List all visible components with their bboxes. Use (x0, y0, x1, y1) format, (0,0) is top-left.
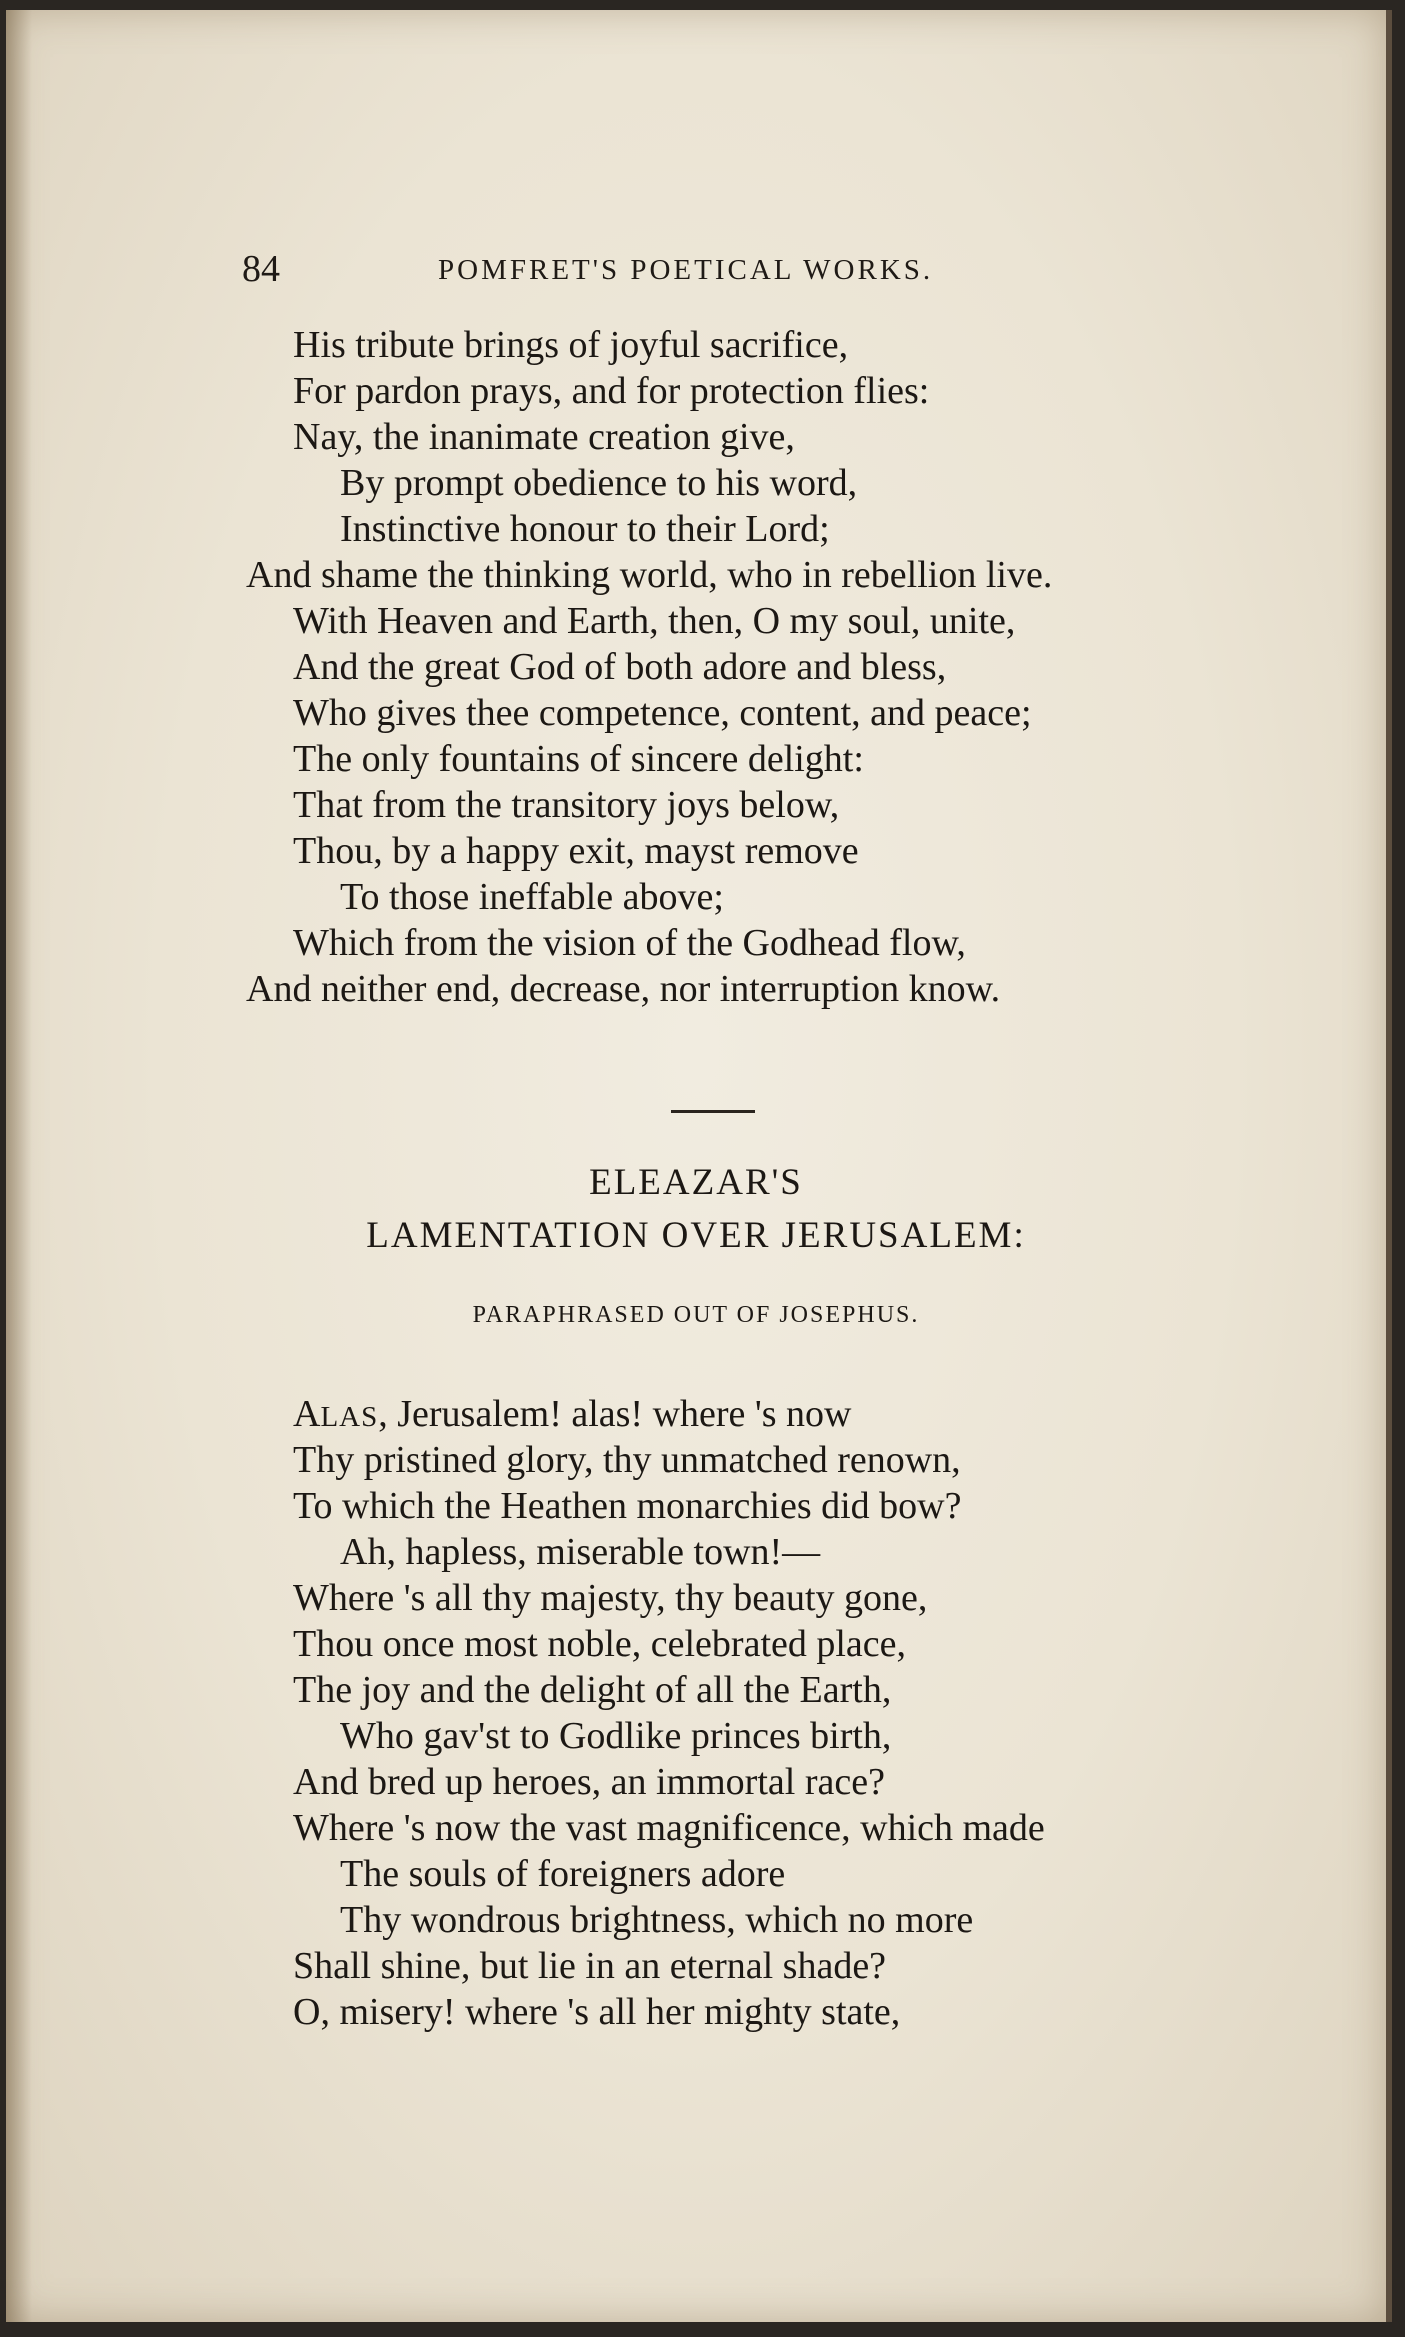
section-divider (671, 1110, 755, 1113)
poem-line: For pardon prays, and for protection flies: (293, 370, 930, 412)
page-number: 84 (242, 248, 280, 290)
poem-line: O, misery! where 's all her mighty state, (293, 1991, 901, 2033)
poem-line: And the great God of both adore and bless, (293, 646, 947, 688)
poem-line: Thou once most noble, celebrated place, (293, 1623, 907, 1665)
poem-line: Who gives thee competence, content, and peace; (293, 692, 1032, 734)
poem-line: Who gav'st to Godlike princes birth, (340, 1715, 892, 1757)
poem-line: With Heaven and Earth, then, O my soul, unite, (293, 600, 1016, 642)
small-caps-word: LAS (320, 1401, 379, 1433)
poem-line: Thy wondrous brightness, which no more (340, 1899, 974, 1941)
poem-line: His tribute brings of joyful sacrifice, (293, 324, 849, 366)
poem-line: The souls of foreigners adore (340, 1853, 786, 1895)
poem-line: And bred up heroes, an immortal race? (293, 1761, 885, 1803)
running-head (242, 244, 1052, 294)
poem-line: Where 's all thy majesty, thy beauty gone, (293, 1577, 928, 1619)
poem-line: Ah, hapless, miserable town!— (340, 1531, 821, 1573)
section-subtitle: PARAPHRASED OUT OF JOSEPHUS. (472, 1302, 920, 1328)
section-title-line1: ELEAZAR'S (589, 1162, 803, 1203)
poem-line: Nay, the inanimate creation give, (293, 416, 795, 458)
poem-line: And neither end, decrease, nor interruption know. (246, 968, 1001, 1010)
poem-line: The only fountains of sincere delight: (293, 738, 864, 780)
poem-line: That from the transitory joys below, (293, 784, 840, 826)
poem-line: Instinctive honour to their Lord; (340, 508, 830, 550)
book-page (6, 10, 1392, 2322)
poem-line: Thou, by a happy exit, mayst remove (293, 830, 859, 872)
poem-line: The joy and the delight of all the Earth, (293, 1669, 892, 1711)
poem-line: Shall shine, but lie in an eternal shade? (293, 1945, 887, 1987)
poem-line: To which the Heathen monarchies did bow? (293, 1485, 962, 1527)
poem-line: Which from the vision of the Godhead flow, (293, 922, 966, 964)
poem-line: Thy pristined glory, thy unmatched renown, (293, 1439, 961, 1481)
poem-line: By prompt obedience to his word, (340, 462, 858, 504)
book-title: POMFRET'S POETICAL WORKS. (438, 254, 934, 286)
poem-line: Where 's now the vast magnificence, which made (293, 1807, 1045, 1849)
poem-line: And shame the thinking world, who in rebellion live. (246, 554, 1053, 596)
section-title-line2: LAMENTATION OVER JERUSALEM: (366, 1215, 1026, 1256)
poem-line: To those ineffable above; (340, 876, 724, 918)
poem-first-line (293, 1391, 852, 1440)
first-line-rest: , Jerusalem! alas! where 's now (378, 1393, 852, 1435)
drop-initial: A (293, 1393, 321, 1435)
